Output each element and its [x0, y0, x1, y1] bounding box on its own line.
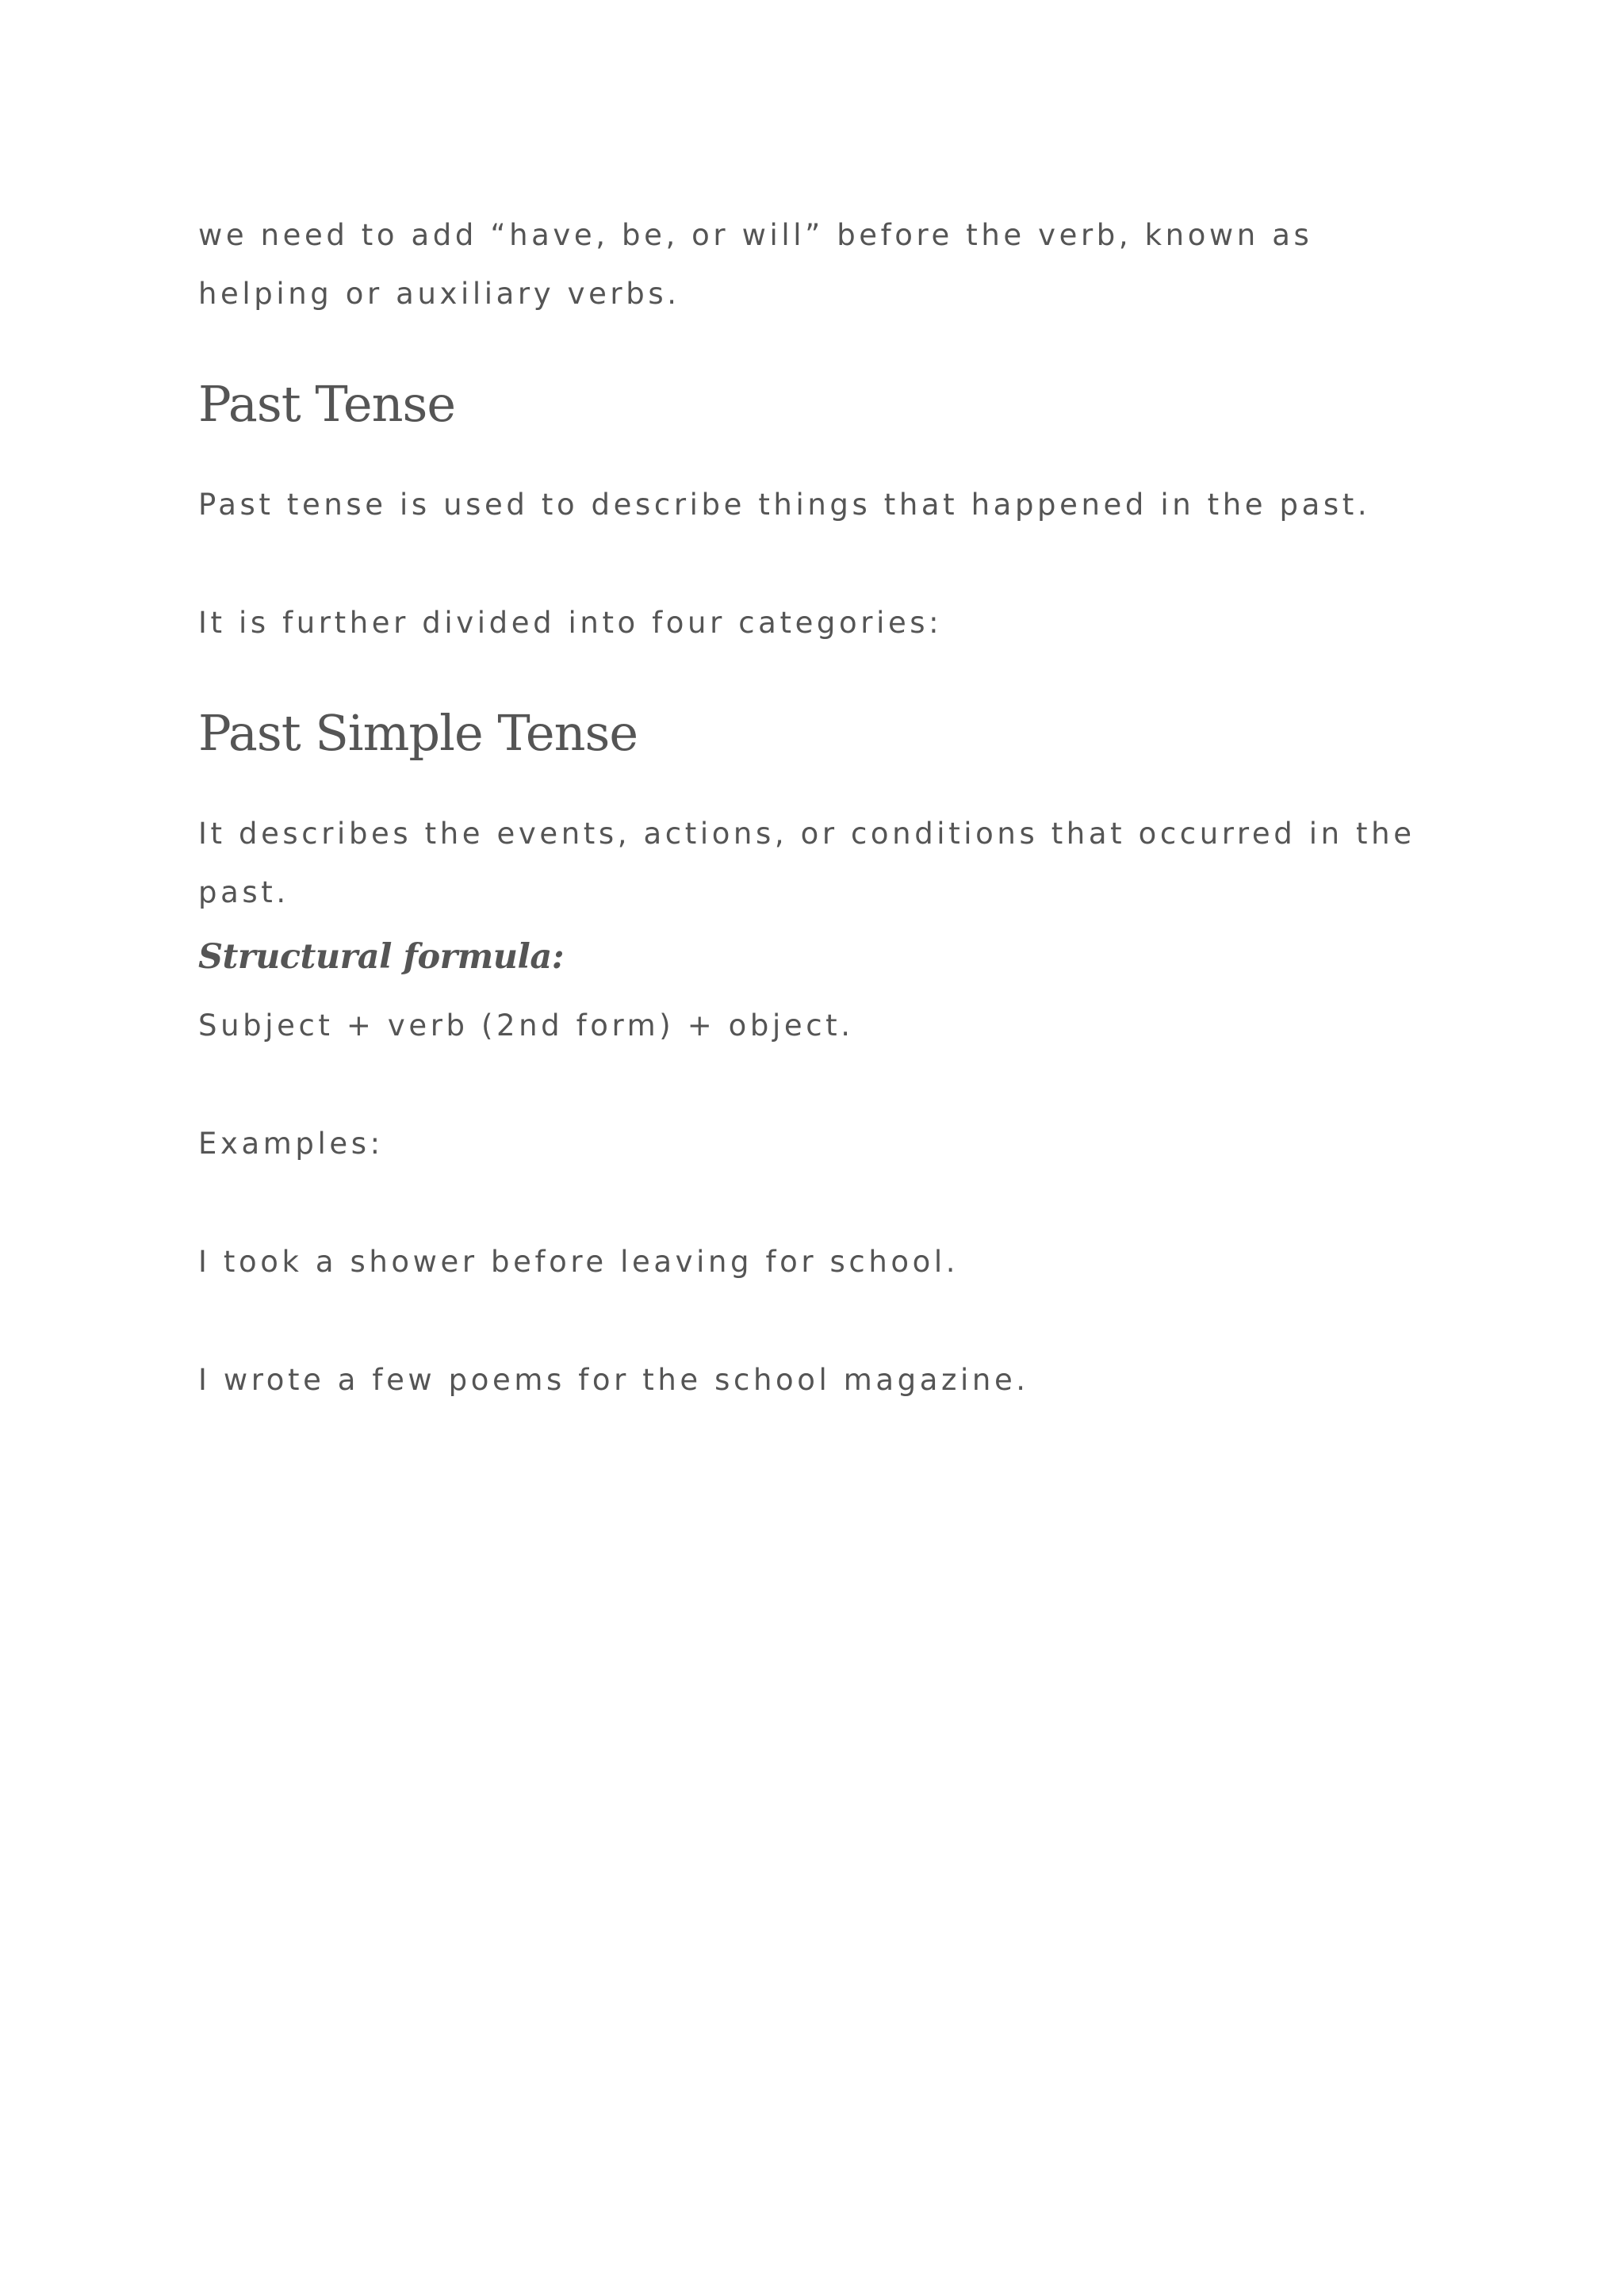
categories-intro: It is further divided into four categories:	[198, 606, 943, 640]
structural-formula-label: Structural formula:	[198, 937, 565, 977]
intro-paragraph: we need to add “have, be, or will” before the verb, known as helping or auxiliary verbs.	[198, 218, 1313, 311]
past-tense-definition: Past tense is used to describe things that happened in the past.	[198, 488, 1371, 522]
example-item: I took a shower before leaving for school.	[198, 1245, 959, 1279]
examples-label: Examples:	[198, 1127, 384, 1161]
document-content	[198, 206, 1435, 1410]
heading-past-simple-tense: Past Simple Tense	[198, 704, 638, 762]
example-item: I wrote a few poems for the school magazine.	[198, 1363, 1029, 1397]
heading-past-tense: Past Tense	[198, 375, 456, 433]
structural-formula: Subject + verb (2nd form) + object.	[198, 1008, 854, 1043]
past-simple-description: It describes the events, actions, or conditions that occurred in the past.	[198, 817, 1415, 909]
